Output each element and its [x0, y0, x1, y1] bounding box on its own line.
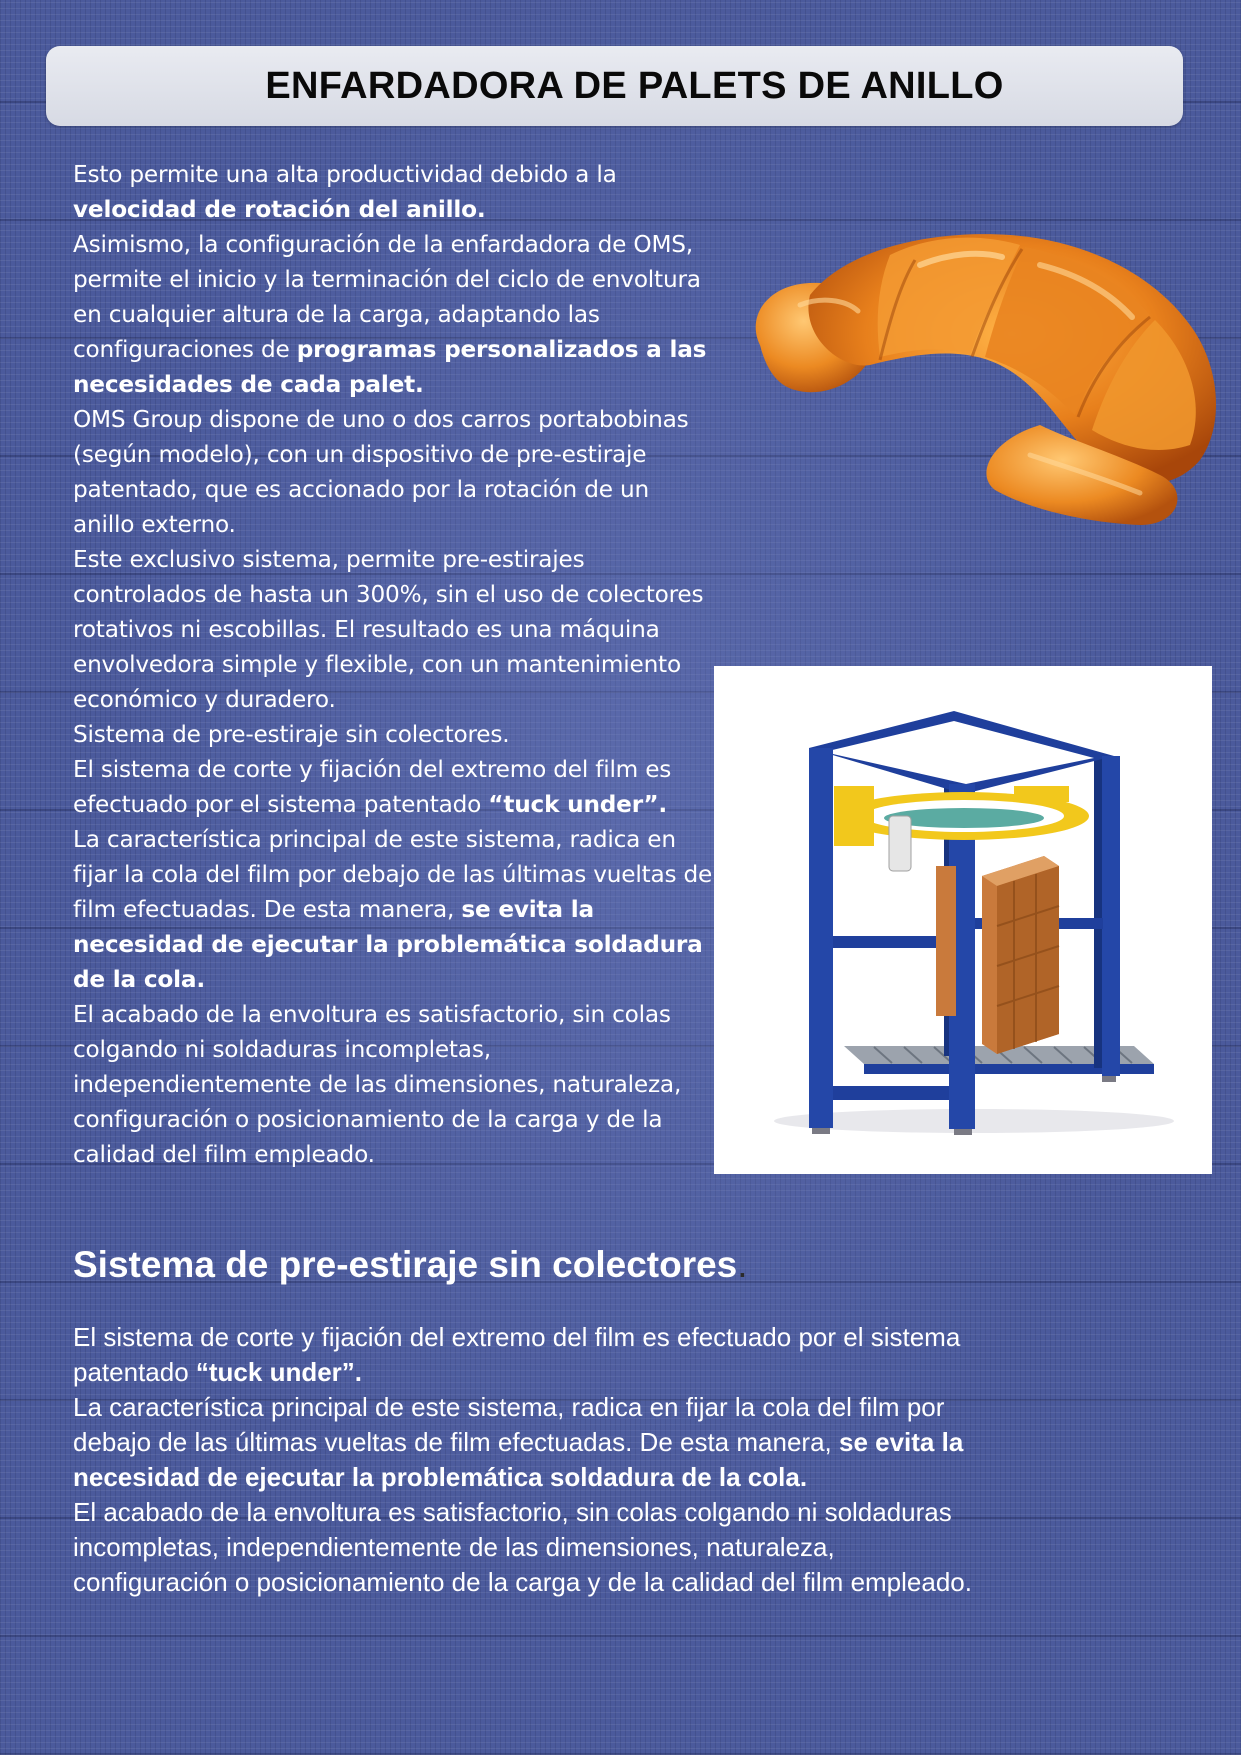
section-heading-dot: . [737, 1244, 748, 1285]
section-heading [73, 1244, 748, 1286]
left-column-text [73, 157, 713, 1172]
paragraph-text: Asimismo, la configuración de la enfardadora de OMS, permite el inicio y la terminación del ciclo de envoltura en cualquier altura de la carga, adaptando las configuraciones de [73, 231, 701, 363]
paragraph-tail-fixing [73, 822, 713, 997]
section-heading-text: Sistema de pre-estiraje sin colectores [73, 1244, 738, 1285]
section-paragraph-tail-fixing [73, 1390, 973, 1495]
emphasis-text: velocidad de rotación del anillo. [73, 196, 486, 223]
emphasis-text: “tuck under”. [488, 791, 668, 818]
paragraph-text: El sistema de corte y fijación del extremo del film es efectuado por el sistema patentado [73, 1322, 961, 1387]
emphasis-text: se evita la necesidad de ejecutar la problemática soldadura de la cola. [73, 1427, 964, 1492]
section-paragraph-tuck-under [73, 1320, 973, 1390]
paragraph-system-title: Sistema de pre-estiraje sin colectores. [73, 721, 510, 748]
section-body [73, 1320, 973, 1600]
paragraph-configuration [73, 227, 713, 402]
emphasis-text: programas personalizados a las necesidades de cada palet. [73, 336, 707, 398]
emphasis-text: se evita la necesidad de ejecutar la problemática soldadura de la cola. [73, 896, 703, 993]
paragraph-text: Esto permite una alta productividad debido a la [73, 161, 617, 188]
title-banner [46, 46, 1183, 126]
croissant-image [740, 225, 1230, 555]
paragraph-prestretch: Este exclusivo sistema, permite pre-estirajes controlados de hasta un 300%, sin el uso de colectores rotativos ni escobillas. El resultado es una máquina envolvedora simple y flexible, con un mantenimiento económico y duradero. [73, 546, 704, 713]
page-title: ENFARDADORA DE PALETS DE ANILLO [265, 64, 1004, 107]
paragraph-carriages: OMS Group dispone de uno o dos carros portabobinas (según modelo), con un dispositivo de pre-estiraje patentado, que es accionado por la rotación de un anillo externo. [73, 406, 689, 538]
paragraph-productivity [73, 157, 713, 227]
paragraph-text: El sistema de corte y fijación del extremo del film es efectuado por el sistema patentado [73, 756, 672, 818]
section-paragraph-finish: El acabado de la envoltura es satisfactorio, sin colas colgando ni soldaduras incompletas, independientemente de las dimensiones, naturaleza, configuración o posicionamiento de la carga y de la calidad del film empleado. [73, 1497, 972, 1597]
ring-wrapper-machine-image [714, 666, 1212, 1174]
paragraph-text: La característica principal de este sistema, radica en fijar la cola del film por debajo de las últimas vueltas de film efectuadas. De esta manera, [73, 1392, 945, 1457]
paragraph-text: La característica principal de este sistema, radica en fijar la cola del film por debajo de las últimas vueltas de film efectuadas. De esta manera, [73, 826, 713, 923]
machine-photo [714, 666, 1212, 1174]
paragraph-tuck-under [73, 752, 713, 822]
emphasis-text: “tuck under”. [195, 1357, 363, 1387]
paragraph-finish: El acabado de la envoltura es satisfactorio, sin colas colgando ni soldaduras incompletas, independientemente de las dimensiones, naturaleza, configuración o posicionamiento de la carga y de la calidad del film empleado. [73, 1001, 682, 1168]
